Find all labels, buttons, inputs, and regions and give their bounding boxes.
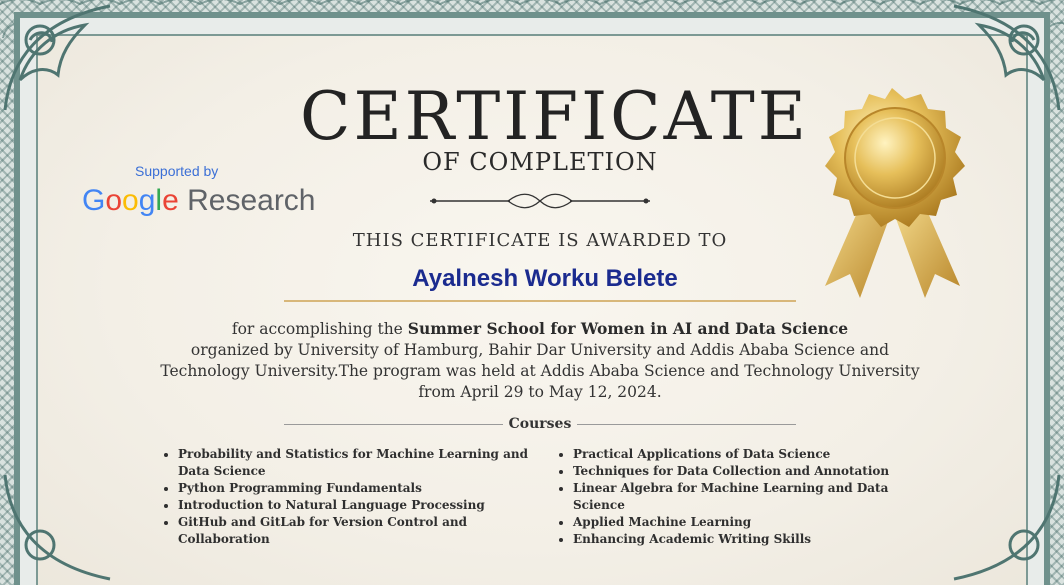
course-item: • Linear Algebra for Machine Learning and Data Science: [573, 480, 923, 514]
description-paragraph: [150, 318, 930, 403]
courses-list-left: [160, 446, 548, 548]
certificate-subtitle: OF COMPLETION: [422, 148, 658, 176]
certificate-title: CERTIFICATE: [300, 78, 809, 155]
recipient-name: Ayalnesh Worku Belete: [412, 265, 678, 292]
course-item: • Python Programming Fundamentals: [178, 480, 548, 497]
course-item: • Practical Applications of Data Science: [573, 446, 923, 463]
courses-heading: [284, 414, 796, 434]
awarded-to-text: THIS CERTIFICATE IS AWARDED TO: [352, 230, 728, 251]
google-research-logo: Google Research: [82, 184, 316, 217]
course-item: • Probability and Statistics for Machine Learning and Data Science: [178, 446, 548, 480]
course-item: • Techniques for Data Collection and Annotation: [573, 463, 923, 480]
course-item: • Introduction to Natural Language Processing: [178, 497, 548, 514]
courses-list-right: [555, 446, 923, 548]
name-underline: [284, 300, 796, 302]
corner-ornament-icon: [0, 0, 120, 120]
courses-heading-label: Courses: [508, 416, 572, 432]
course-item: • Enhancing Academic Writing Skills: [573, 531, 923, 548]
course-item: • Applied Machine Learning: [573, 514, 923, 531]
description-prefix: for accomplishing the: [231, 320, 408, 338]
program-name: Summer School for Women in AI and Data Science: [407, 319, 849, 338]
flourish-divider-icon: [430, 190, 650, 212]
corner-ornament-icon: [0, 465, 120, 585]
gold-seal-icon: [805, 86, 980, 301]
description-rest: organized by University of Hamburg, Bahir Dar University and Addis Ababa Science and Technology University.The program was held at Addis Ababa Science and Technology University from April 29 to May 12, 2024.: [160, 341, 920, 401]
course-item: • GitHub and GitLab for Version Control and Collaboration: [178, 514, 548, 548]
supported-by-label: Supported by: [135, 163, 219, 179]
corner-ornament-icon: [944, 465, 1064, 585]
